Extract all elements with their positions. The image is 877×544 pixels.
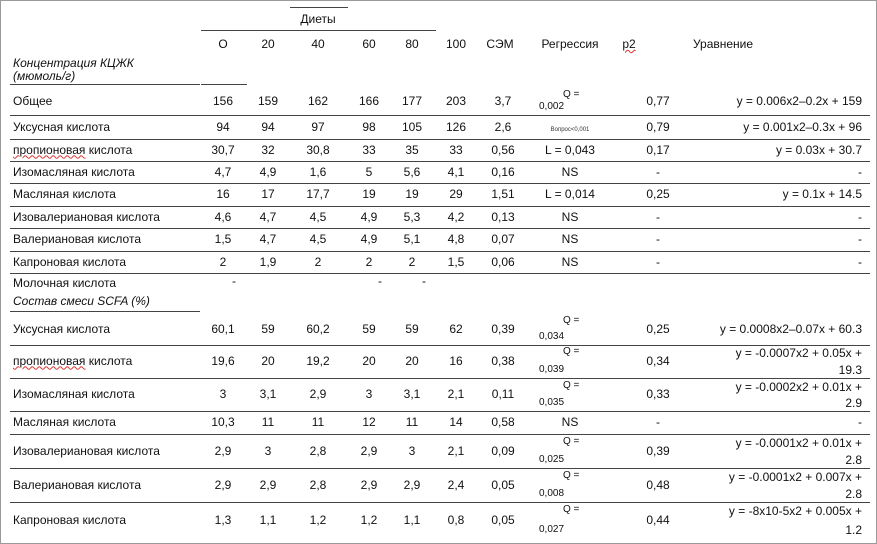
diet-value: 1,2: [360, 512, 378, 527]
row-separator: [10, 228, 870, 229]
diet-value: 16: [449, 353, 463, 368]
section1-title: Концентрация КЦЖК: [13, 56, 134, 70]
row-label: Молочная кислота: [13, 276, 117, 290]
diet-value: 30,7: [211, 142, 235, 157]
equation: y = -0.0001x2 + 0.007x +: [728, 470, 862, 484]
diet-value: 1,5: [214, 232, 232, 246]
r2-value: -: [656, 232, 660, 246]
r2-value: -: [656, 255, 660, 269]
equation: -: [858, 164, 862, 179]
section1-subtitle: (мюмоль/г): [13, 69, 76, 83]
diets-overline: [290, 7, 348, 8]
row-separator: [10, 161, 870, 162]
regression-value: 0,034: [539, 331, 565, 342]
diet-value: 11: [405, 415, 419, 429]
row-separator: [10, 378, 870, 379]
diet-value: 5,3: [403, 209, 421, 224]
row-label: Изовалериановая кислота: [13, 443, 160, 458]
diet-value: 2,9: [214, 477, 232, 492]
row-separator: [10, 251, 870, 252]
diet-value: 156: [212, 93, 234, 108]
diet-value: 5,1: [403, 232, 421, 246]
sem-value: 0,56: [491, 142, 515, 157]
r2-value: 0,34: [646, 353, 670, 368]
diet-value: 1,3: [214, 512, 232, 527]
regression-label: Q =: [563, 315, 580, 326]
regression-label: Q =: [563, 346, 580, 357]
diet-value: 17,7: [306, 187, 330, 201]
diet-value: 2,9: [360, 477, 378, 492]
row-label-part: кислота: [85, 353, 133, 368]
diet-value: 2,8: [309, 443, 327, 458]
r2-value: 0,39: [646, 443, 670, 458]
sem-value: 2,6: [494, 120, 512, 134]
sem-value: 0,06: [491, 255, 515, 269]
regression-value: L = 0,043: [545, 142, 595, 157]
column-header: 100: [445, 37, 467, 51]
r2-value: 0,33: [646, 387, 670, 401]
row-label: Валериановая кислота: [13, 477, 141, 492]
diet-value: 4,2: [447, 209, 465, 224]
regression-value: 0,027: [539, 524, 565, 535]
diet-value: 1,1: [259, 512, 277, 527]
equation: y = 0.001x2–0.3x + 96: [743, 120, 862, 134]
diet-value: 166: [358, 93, 380, 108]
diets-label: Диеты: [300, 12, 336, 26]
diet-value: 4,7: [214, 164, 232, 179]
sem-value: 0,05: [491, 512, 515, 527]
equation: 2.8: [845, 487, 862, 501]
diet-value: 33: [449, 142, 463, 157]
diet-value: 12: [362, 415, 376, 429]
regression-label: Q =: [563, 504, 580, 515]
sem-value: 0,09: [491, 443, 515, 458]
diet-value: 33: [362, 142, 376, 157]
diet-value: 4,7: [259, 232, 277, 246]
diet-value: 1,6: [309, 164, 327, 179]
header-bottom-line: [201, 84, 247, 85]
r2-value: 0,48: [646, 477, 670, 492]
diet-value: 19: [405, 187, 419, 201]
diet-value: 5: [365, 164, 373, 179]
r2-value: 0,25: [646, 187, 670, 201]
equation: 2.8: [845, 453, 862, 467]
diet-value: 20: [405, 353, 419, 368]
diet-value: 3: [408, 443, 416, 458]
diet-value: 60,2: [306, 321, 330, 336]
row-label: Изомасляная кислота: [13, 387, 135, 401]
diet-value: 0,8: [447, 512, 465, 527]
diet-value: 2,9: [214, 443, 232, 458]
diet-value: 59: [405, 321, 419, 336]
diet-value: 2: [219, 255, 227, 269]
regression-value: 0,025: [539, 454, 565, 465]
regression-value: Вопрос<0,001: [550, 127, 590, 133]
sem-value: 0,39: [491, 321, 515, 336]
equation: y = -0.0007x2 + 0.05x +: [735, 346, 862, 360]
diet-value: 60,1: [211, 321, 235, 336]
row-label-part: пропионовая: [13, 353, 86, 368]
diet-value: 2,9: [360, 443, 378, 458]
column-header: СЭМ: [486, 37, 514, 51]
column-header: р2: [622, 37, 636, 51]
column-header: 60: [362, 37, 376, 51]
diet-value: 1,5: [447, 255, 465, 269]
section2-title-underline: [10, 311, 200, 312]
equation: 1.2: [845, 523, 862, 537]
diet-value: 2,9: [403, 477, 421, 492]
sem-value: 3,7: [494, 93, 512, 108]
diet-value: 94: [261, 120, 275, 134]
diet-value: 17: [261, 187, 275, 201]
diet-value: 4,5: [309, 232, 327, 246]
diet-value: 32: [261, 142, 275, 157]
diet-value: 2,9: [309, 387, 327, 401]
diet-value: 2: [365, 255, 373, 269]
diet-value: 4,5: [309, 209, 327, 224]
diet-value: 4,9: [360, 209, 378, 224]
equation: y = 0.1x + 14.5: [782, 187, 862, 201]
diet-value: -: [378, 274, 382, 288]
r2-value: 0,77: [646, 93, 670, 108]
row-label: [13, 354, 132, 368]
diet-value: 203: [445, 93, 467, 108]
row-label: Капроновая кислота: [13, 512, 127, 527]
row-label-part: пропионовая: [13, 142, 86, 157]
diet-value: 4,8: [447, 232, 465, 246]
diet-value: 3: [219, 387, 227, 401]
diet-value: 97: [311, 120, 325, 134]
diet-value: 1,1: [403, 512, 421, 527]
equation: y = -0.0002x2 + 0.01x +: [735, 380, 862, 394]
r2-value: 0,17: [646, 142, 670, 157]
row-label-part: кислота: [85, 142, 133, 157]
regression-value: 0,008: [539, 488, 565, 499]
section1-title-underline: [10, 84, 200, 85]
row-separator: [10, 115, 870, 116]
diet-value: 98: [362, 120, 376, 134]
column-header: Уравнение: [692, 37, 754, 51]
regression-value: NS: [561, 232, 579, 246]
sem-value: 0,58: [491, 415, 515, 429]
diet-value: 20: [261, 353, 275, 368]
equation: 19.3: [838, 363, 862, 377]
section2-title: Состав смеси SCFA (%): [13, 294, 150, 308]
regression-label: Q =: [563, 436, 580, 447]
diet-value: 1,9: [259, 255, 277, 269]
diet-value: 94: [216, 120, 230, 134]
r2-value: 0,25: [646, 321, 670, 336]
diet-value: 11: [311, 415, 325, 429]
sem-value: 0,16: [491, 164, 515, 179]
diet-value: 16: [216, 187, 230, 201]
diet-value: 11: [261, 415, 275, 429]
regression-value: NS: [561, 255, 579, 269]
r2-value: 0,44: [646, 512, 670, 527]
diet-value: 4,6: [214, 209, 232, 224]
diet-value: 19: [362, 187, 376, 201]
diet-value: 29: [449, 187, 463, 201]
sem-value: 0,05: [491, 477, 515, 492]
diet-value: 2,1: [447, 443, 465, 458]
diet-value: -: [422, 274, 426, 288]
column-header: 20: [261, 37, 275, 51]
diet-value: 19,2: [306, 353, 330, 368]
row-label: Валериановая кислота: [13, 232, 141, 246]
diet-value: 62: [449, 321, 463, 336]
diet-value: 177: [401, 93, 423, 108]
row-label: Уксусная кислота: [13, 321, 111, 336]
row-separator: [10, 206, 870, 207]
row-separator: [10, 273, 870, 274]
sem-value: 0,07: [491, 232, 515, 246]
row-label: Уксусная кислота: [13, 120, 111, 134]
regression-value: 0,035: [539, 397, 565, 408]
sem-value: 0,11: [491, 387, 515, 401]
diet-value: 4,7: [259, 209, 277, 224]
diet-value: 30,8: [306, 142, 330, 157]
equation: y = -0.0001x2 + 0.01x +: [735, 436, 862, 450]
equation: -: [858, 209, 862, 224]
regression-value: NS: [561, 415, 579, 429]
diet-value: 126: [445, 120, 467, 134]
diet-value: 59: [362, 321, 376, 336]
equation: 2.9: [845, 396, 862, 410]
equation: -: [858, 415, 862, 429]
equation: y = -8x10-5x2 + 0.005x +: [728, 504, 862, 518]
diet-value: 2: [314, 255, 322, 269]
diet-value: 2,4: [447, 477, 465, 492]
row-separator: [10, 502, 870, 503]
equation: -: [858, 232, 862, 246]
row-separator: [10, 139, 870, 140]
regression-value: NS: [561, 209, 579, 224]
row-label: [13, 143, 132, 157]
sem-value: 0,13: [491, 209, 515, 224]
r2-value: -: [656, 209, 660, 224]
diet-value: 5,6: [403, 164, 421, 179]
row-label: Масляная кислота: [13, 187, 116, 201]
regression-value: 0,002: [539, 101, 565, 112]
row-label: Изовалериановая кислота: [13, 209, 160, 224]
diet-value: 105: [401, 120, 423, 134]
diet-value: 35: [405, 142, 419, 157]
r2-value: 0,79: [646, 120, 670, 134]
diet-value: 162: [307, 93, 329, 108]
diet-value: 59: [261, 321, 275, 336]
column-header: 40: [311, 37, 325, 51]
equation: y = 0.03x + 30.7: [775, 142, 862, 157]
row-separator: [10, 434, 870, 435]
regression-value: NS: [561, 164, 579, 179]
diet-value: 10,3: [211, 415, 235, 429]
diet-value: 2: [408, 255, 416, 269]
diet-value: 20: [362, 353, 376, 368]
column-header: Регрессия: [541, 37, 599, 51]
diet-value: 159: [257, 93, 279, 108]
regression-label: Q =: [563, 380, 580, 391]
equation: y = 0.006x2–0.2x + 159: [736, 93, 862, 108]
diet-value: 2,1: [447, 387, 465, 401]
row-label: Общее: [13, 93, 53, 108]
row-separator: [10, 411, 870, 412]
row-label: Масляная кислота: [13, 415, 116, 429]
sem-value: 1,51: [491, 187, 515, 201]
r2-value: -: [656, 164, 660, 179]
diet-value: 3,1: [403, 387, 421, 401]
diet-value: 4,9: [259, 164, 277, 179]
diet-value: 2,8: [309, 477, 327, 492]
row-label: Изомасляная кислота: [13, 164, 135, 179]
regression-value: 0,039: [539, 364, 565, 375]
regression-label: Q =: [563, 470, 580, 481]
diet-value: 1,2: [309, 512, 327, 527]
diet-value: 3: [365, 387, 373, 401]
diet-value: -: [232, 274, 236, 288]
diet-value: 19,6: [211, 353, 235, 368]
column-header: 80: [405, 37, 419, 51]
r2-value: -: [656, 415, 660, 429]
row-label: Капроновая кислота: [13, 255, 127, 269]
diet-value: 4,9: [360, 232, 378, 246]
diets-underline: [201, 30, 436, 31]
diet-value: 2,9: [259, 477, 277, 492]
diet-value: 3,1: [259, 387, 277, 401]
diet-value: 4,1: [447, 164, 465, 179]
row-separator: [10, 468, 870, 469]
regression-value: L = 0,014: [545, 187, 595, 201]
diet-value: 14: [449, 415, 463, 429]
equation: -: [858, 255, 862, 269]
equation: y = 0.0008x2–0.07x + 60.3: [719, 321, 862, 336]
sem-value: 0,38: [491, 353, 515, 368]
column-header: О: [218, 37, 228, 51]
diet-value: 3: [264, 443, 272, 458]
regression-label: Q =: [563, 89, 580, 100]
row-separator: [10, 183, 870, 184]
